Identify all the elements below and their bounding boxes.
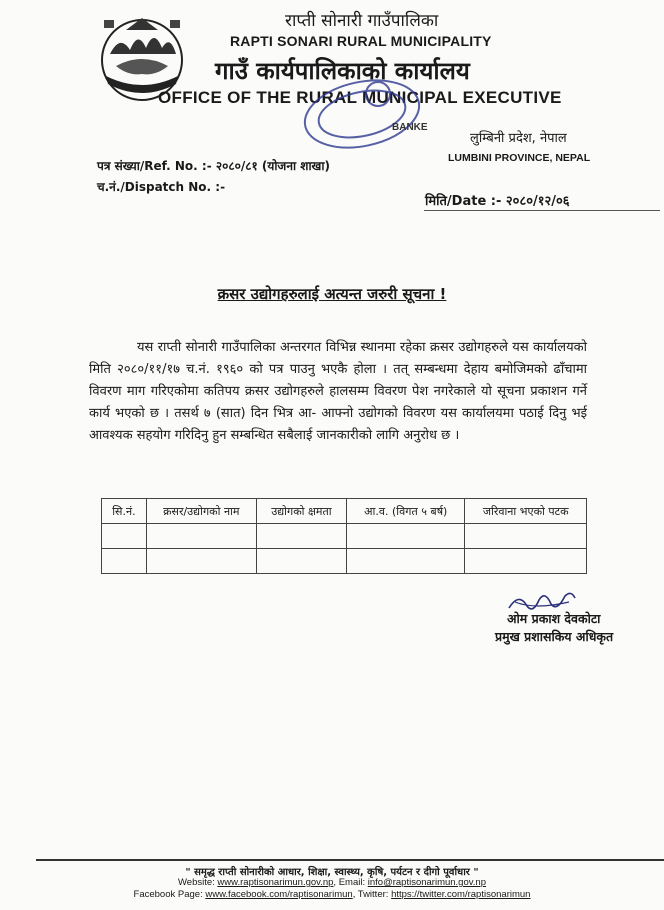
website-link[interactable]: www.raptisonarimun.gov.np — [217, 877, 334, 888]
table-cell — [347, 524, 465, 549]
table-row — [102, 524, 587, 549]
table-cell — [347, 549, 465, 574]
facebook-label: Facebook Page: — [133, 889, 203, 900]
table-cell — [465, 524, 587, 549]
footer-social: Facebook Page: www.facebook.com/raptisonarimun, Twitter: https://twitter.com/raptisonarimun — [133, 889, 531, 900]
office-name-en: OFFICE OF THE RURAL MUNICIPAL EXECUTIVE — [158, 88, 562, 107]
office-name-np: गाउँ कार्यपालिकाको कार्यालय — [215, 57, 470, 85]
footer-divider — [36, 859, 664, 861]
table-cell — [256, 524, 346, 549]
table-cell — [146, 524, 256, 549]
table-cell — [256, 549, 346, 574]
date-label: मिति/Date :- — [425, 194, 502, 209]
province-en: LUMBINI PROVINCE, NEPAL — [448, 152, 591, 164]
notice-body: यस राप्ती सोनारी गाउँपालिका अन्तरगत विभिन्न स्थानमा रहेका क्रसर उद्योगहरुले यस कार्यालयको मिति २०८०/११/१७ च.नं. १९६० को पत्र पाउनु भएकै होला । तत् सम्बन्धमा देहाय बमोजिमको ढाँचामा विवरण माग गरिएकोमा कतिपय क्रसर उद्योगहरुले हालसम्म विवरण पेश नगरेकाले यो सूचना प्रकाशन गर्ने कार्य भएको छ । तसर्थ ७ (सात) दिन भित्र आ- आफ्नो उद्योगको विवरण यस कार्यालयमा पठाई दिनु भई आवश्यक सहयोग गरिदिनु हुन सम्बन्धित सबैलाई जानकारीको लागि अनुरोध छ । — [89, 340, 587, 443]
table-cell — [146, 549, 256, 574]
twitter-link[interactable]: https://twitter.com/raptisonarimun — [391, 889, 531, 900]
footer-slogan: " समृद्ध राप्ती सोनारीको आधार, शिक्षा, स्वास्थ्य, कृषि, पर्यटन र दीगो पूर्वाधार " — [185, 867, 479, 878]
table-header-row — [102, 499, 587, 524]
municipality-name-np: राप्ती सोनारी गाउँपालिका — [285, 11, 439, 31]
col-fine-count: जरिवाना भएको पटक — [465, 499, 587, 524]
col-crusher-name: क्रसर/उद्योगको नाम — [146, 499, 256, 524]
date-value: २०८०/१२/०६ — [505, 194, 570, 209]
notice-title — [0, 284, 664, 304]
table-cell — [102, 524, 147, 549]
office-stamp — [290, 74, 440, 164]
ref-value: २०८०/८१ (योजना शाखा) — [215, 159, 330, 173]
letter-date — [425, 191, 570, 209]
table-cell — [102, 549, 147, 574]
facebook-link[interactable]: www.facebook.com/raptisonarimun — [205, 889, 353, 900]
province-np: लुम्बिनी प्रदेश, नेपाल — [470, 131, 567, 146]
notice-title-text: क्रसर उद्योगहरुलाई अत्यन्त जरुरी सूचना ! — [217, 285, 447, 303]
email-label: Email: — [338, 877, 366, 888]
website-label: Website: — [177, 877, 215, 888]
dispatch-number: च.नं./Dispatch No. :- — [97, 180, 226, 194]
table-row — [102, 549, 587, 574]
twitter-label: Twitter: — [357, 889, 389, 900]
reference-number — [97, 157, 330, 174]
municipality-name-en: RAPTI SONARI RURAL MUNICIPALITY — [230, 33, 492, 49]
date-divider — [424, 210, 660, 211]
signatory-title: प्रमुख प्रशासकिय अधिकृत — [495, 629, 614, 644]
crusher-details-table — [101, 498, 587, 574]
col-fiscal-year: आ.व. (विगत ५ बर्ष) — [347, 499, 465, 524]
footer-contact: Website: www.raptisonarimun.gov.np, Email: info@raptisonarimun.gov.np — [177, 877, 487, 888]
email-link[interactable]: info@raptisonarimun.gov.np — [367, 877, 487, 888]
ref-label: पत्र संख्या/Ref. No. :- — [97, 159, 212, 173]
col-serial: सि.नं. — [102, 499, 147, 524]
svg-text:BANKE: BANKE — [392, 122, 428, 133]
signatory-name: ओम प्रकाश देवकोटा — [507, 611, 601, 626]
col-capacity: उद्योगको क्षमता — [256, 499, 346, 524]
table-cell — [465, 549, 587, 574]
